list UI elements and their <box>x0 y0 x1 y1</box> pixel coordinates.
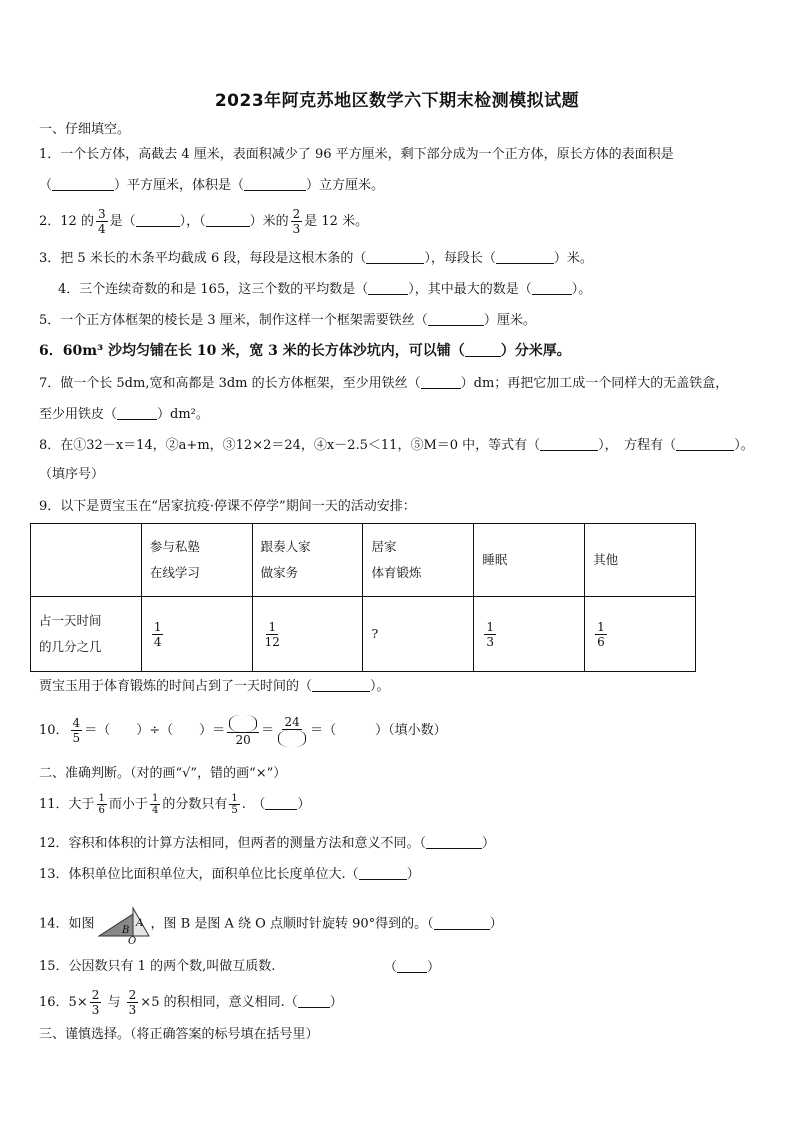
fraction: $\frac{2}{3}$ <box>292 207 301 236</box>
fraction: $\frac{2}{3}$ <box>91 988 100 1017</box>
fraction: $\frac{1}{4}$ <box>151 793 159 816</box>
question-3: 3．把 5 米长的木条平均截成 6 段，每段是这根木条的（ ），每段长（ ）米。 <box>39 251 593 266</box>
answer-blank[interactable] <box>229 715 257 732</box>
answer-blank[interactable] <box>278 730 306 747</box>
answer-blank[interactable] <box>465 342 501 357</box>
answer-blank[interactable] <box>366 249 424 264</box>
question-7-line-1: 7．做一个长 5dm,宽和高都是 3dm 的长方体框架，至少用铁丝（ ）dm；再把它加工成一个同样大的无盖铁盒， <box>39 376 729 391</box>
answer-blank[interactable] <box>359 865 407 880</box>
answer-blank[interactable] <box>117 405 157 420</box>
table-cell: $\frac{1}{3}$ <box>474 597 585 672</box>
question-14: 14．如图 B A O ，图 B 是图 A 绕 O 点顺时针旋转 90°得到的。（ ） <box>39 904 503 944</box>
question-11: 11．大于 $\frac{1}{6}$ 而小于 $\frac{1}{4}$ 的分数只有 $\frac{1}{5}$ . （ ） <box>39 793 311 816</box>
svg-text:O: O <box>127 936 136 944</box>
section-1-heading: 一、仔细填空。 <box>39 122 131 137</box>
table-header-cell: 睡眠 <box>474 524 585 597</box>
question-4: 4．三个连续奇数的和是 165，这三个数的平均数是（ ），其中最大的数是（ ）。 <box>58 282 592 297</box>
answer-blank[interactable] <box>496 249 554 264</box>
question-8-line-2: （填序号） <box>39 467 105 482</box>
answer-blank[interactable] <box>136 212 180 227</box>
answer-blank[interactable] <box>244 176 306 191</box>
fraction: 24 <box>276 715 308 747</box>
answer-blank[interactable] <box>368 280 408 295</box>
answer-blank[interactable] <box>426 834 482 849</box>
question-7-line-2: 至少用铁皮（ ）dm²。 <box>39 407 209 422</box>
fraction: $\frac{4}{5}$ <box>72 716 81 745</box>
answer-blank[interactable] <box>434 915 490 930</box>
question-2: 2．12 的 $\frac{3}{4}$ 是（ ），（ ）米的 $\frac{2}{3}$ 是 12 米。 <box>39 207 369 236</box>
question-9-followup: 贾宝玉用于体育锻炼的时间占到了一天时间的（ ）。 <box>39 679 390 694</box>
svg-text:B: B <box>121 925 129 936</box>
fraction: $\frac{1}{5}$ <box>231 793 238 816</box>
table-header-cell <box>31 524 142 597</box>
table-header-cell: 跟奏人家 做家务 <box>252 524 363 597</box>
question-13: 13．体积单位比面积单位大，面积单位比长度单位大.（ ） <box>39 867 420 882</box>
page-title: 2023年阿克苏地区数学六下期末检测模拟试题 <box>214 91 580 111</box>
table-cell: $\frac{1}{4}$ <box>141 597 252 672</box>
answer-blank[interactable] <box>421 374 461 389</box>
question-10: 10． $\frac{4}{5}$ ＝（ ）÷（ ）＝ 20 ＝ 24 ＝（ ）（填小数） <box>39 714 447 747</box>
question-15-answer: （ ） <box>384 960 441 975</box>
question-9-intro: 9．以下是贾宝玉在“居家抗疫·停课不停学”期间一天的活动安排： <box>39 499 416 514</box>
question-1-line-2: （ ）平方厘米，体积是（ ）立方厘米。 <box>39 178 385 193</box>
answer-blank[interactable] <box>540 436 598 451</box>
table-header-cell: 其他 <box>585 524 696 597</box>
table-header-cell: 居家 体育锻炼 <box>363 524 474 597</box>
fraction: $\frac{3}{4}$ <box>97 207 106 236</box>
question-16: 16．5× $\frac{2}{3}$ 与 $\frac{2}{3}$ ×5 的积相同，意义相同.（ ） <box>39 988 343 1017</box>
answer-blank[interactable] <box>265 795 297 810</box>
svg-text:A: A <box>135 918 143 929</box>
fraction: $\frac{2}{3}$ <box>128 988 137 1017</box>
answer-blank[interactable] <box>532 280 572 295</box>
rotation-figure-image <box>95 904 151 944</box>
question-6: 6．60m³ 沙均匀铺在长 10 米，宽 3 米的长方体沙坑内，可以铺（ ）分米厚。 <box>39 343 571 359</box>
table-row-label: 占一天时间 的几分之几 <box>31 597 142 672</box>
answer-blank[interactable] <box>206 212 250 227</box>
answer-blank[interactable] <box>397 958 427 973</box>
section-2-heading: 二、准确判断。（对的画“√”，错的画“×”） <box>39 766 287 781</box>
question-5: 5．一个正方体框架的棱长是 3 厘米，制作这样一个框架需要铁丝（ ）厘米。 <box>39 313 536 328</box>
answer-blank[interactable] <box>298 993 330 1008</box>
question-1-line-1: 1．一个长方体，高截去 4 厘米，表面积减少了 96 平方厘米，剩下部分成为一个正方体，原长方体的表面积是 <box>39 147 674 162</box>
table-cell-unknown: ? <box>363 597 474 672</box>
answer-blank[interactable] <box>312 677 370 692</box>
answer-blank[interactable] <box>52 176 114 191</box>
section-3-heading: 三、谨慎选择。（将正确答案的标号填在括号里） <box>39 1027 319 1042</box>
activity-table <box>30 523 696 672</box>
question-15: 15．公因数只有 1 的两个数,叫做互质数. <box>39 959 276 974</box>
answer-blank[interactable] <box>428 311 484 326</box>
fraction: 20 <box>227 715 259 747</box>
fraction: $\frac{1}{6}$ <box>98 793 105 816</box>
question-8-line-1: 8．在①32－x＝14，②a+m，③12×2＝24，④x－2.5＜11，⑤M＝0 中，等式有（ ）， 方程有（ ）。 <box>39 438 754 453</box>
table-header-cell: 参与私塾 在线学习 <box>141 524 252 597</box>
question-12: 12．容积和体积的计算方法相同，但两者的测量方法和意义不同。（ ） <box>39 836 496 851</box>
answer-blank[interactable] <box>676 436 734 451</box>
table-cell: $\frac{1}{6}$ <box>585 597 696 672</box>
table-cell: $\frac{1}{12}$ <box>252 597 363 672</box>
